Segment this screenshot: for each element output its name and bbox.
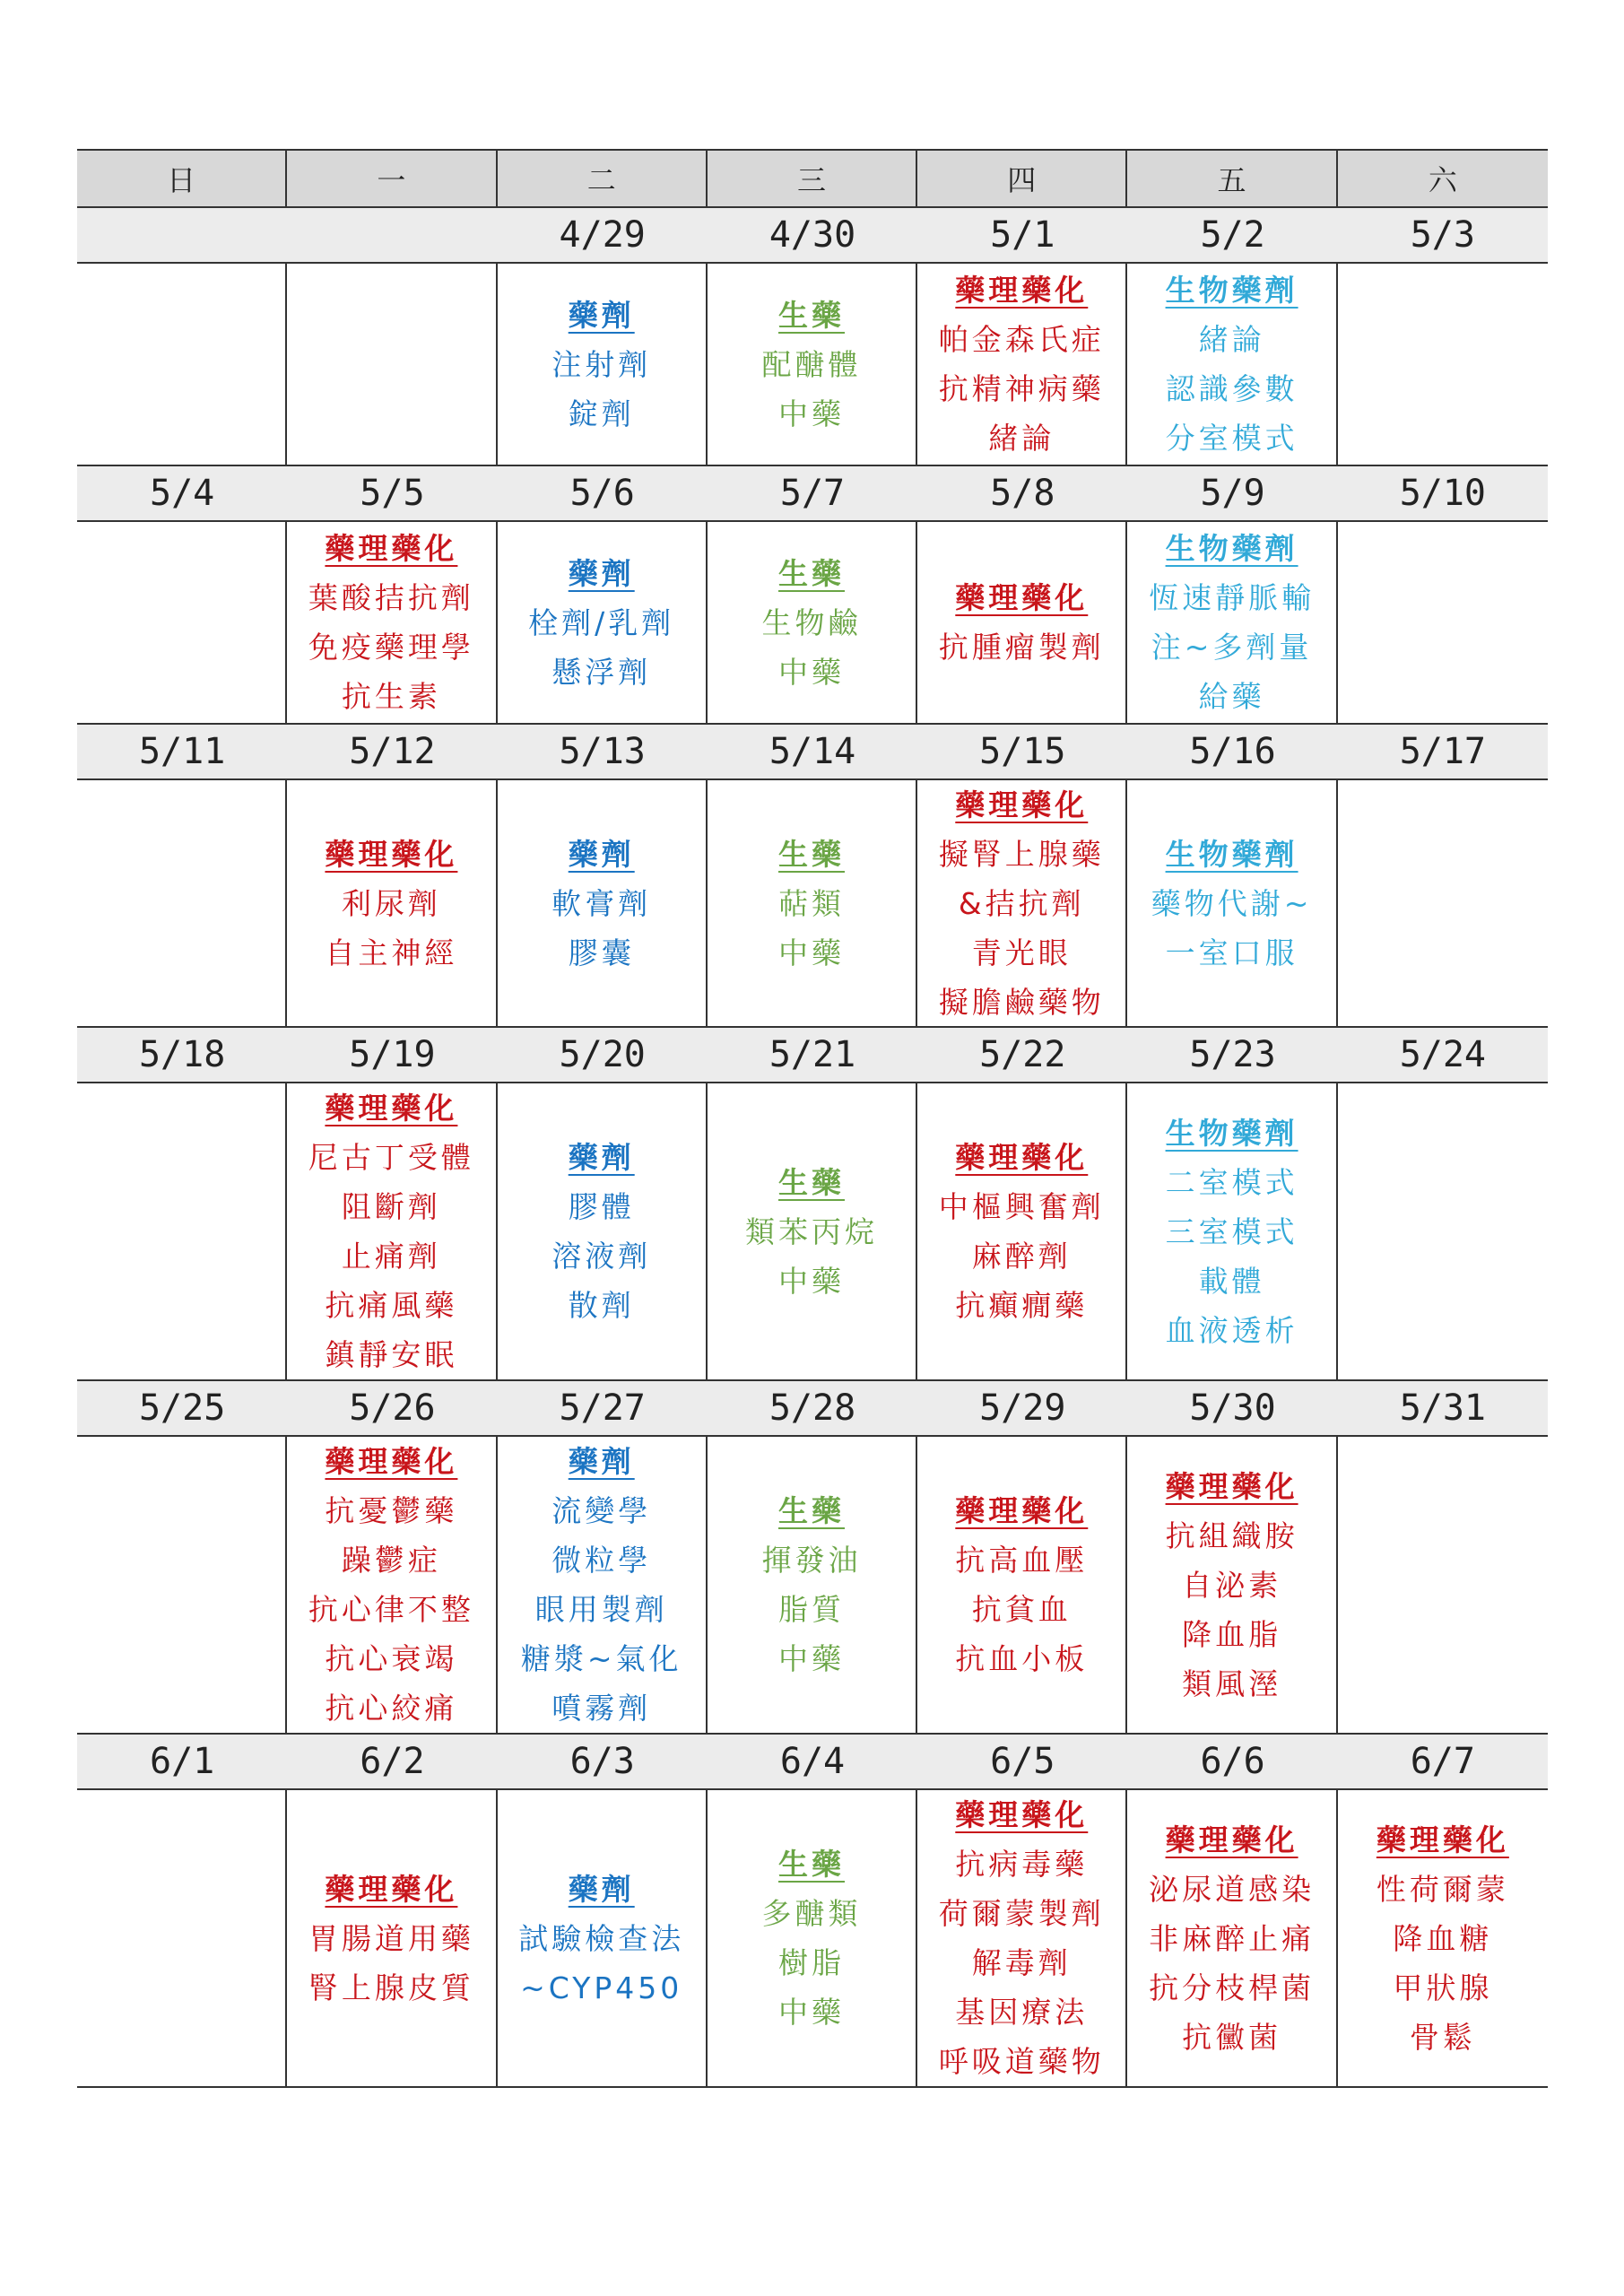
topic-item: 散劑 (568, 1288, 635, 1323)
date-label: 5/23 (1127, 1028, 1337, 1083)
topic-item: 揮發油 (761, 1543, 862, 1578)
topic-item: 認識參數 (1165, 371, 1298, 406)
date-label: 6/7 (1338, 1735, 1548, 1790)
topic-item: 免疫藥理學 (308, 630, 474, 665)
date-label: 5/24 (1338, 1028, 1548, 1083)
day-cell-sat (1338, 1083, 1548, 1381)
schedule-entry (761, 291, 861, 439)
schedule-entry (551, 1133, 651, 1330)
topic-item: 呼吸道藥物 (938, 2044, 1105, 2079)
topic-item: 抗腫瘤製劑 (938, 630, 1105, 665)
day-cell-tue (498, 1790, 708, 2086)
topic-item: 配醣體 (761, 346, 862, 382)
topic-item: 鎮靜安眠 (325, 1337, 458, 1372)
topic-item: 自泌素 (1182, 1567, 1282, 1603)
topic-item: 軟膏劑 (551, 885, 652, 921)
topic-item: 分室模式 (1165, 421, 1298, 456)
subject-title: 生物藥劑 (1165, 1115, 1298, 1151)
day-cell-sun (77, 522, 287, 725)
day-cell-wed (708, 1437, 917, 1735)
schedule-entry (939, 265, 1105, 463)
topic-item: 樹脂 (777, 1945, 845, 1980)
day-cell-mon (287, 1790, 497, 2086)
subject-title: 藥劑 (568, 1444, 635, 1479)
day-cell-mon (287, 780, 497, 1028)
date-label: 5/19 (287, 1028, 497, 1083)
subject-title: 藥理藥化 (955, 787, 1089, 822)
subject-title: 藥理藥化 (955, 1797, 1089, 1832)
day-cell-sun (77, 264, 287, 466)
date-label: 5/16 (1127, 725, 1337, 780)
date-label: 5/6 (498, 466, 708, 522)
subject-title: 藥理藥化 (1165, 1468, 1298, 1504)
topic-item: 藥物代謝~ (1151, 885, 1313, 921)
schedule-entry (308, 1437, 474, 1733)
topic-item: 基因療法 (955, 1995, 1089, 2030)
schedule-entry (551, 291, 651, 439)
subject-title: 藥理藥化 (1376, 1822, 1509, 1857)
schedule-entry (939, 1790, 1105, 2086)
topic-item: 止痛劑 (341, 1239, 441, 1274)
topic-item: 中藥 (777, 1995, 845, 2030)
topic-item: 糖漿~氣化 (520, 1641, 682, 1676)
date-label: 5/3 (1338, 208, 1548, 264)
topic-item: 抗憂鬱藥 (325, 1493, 458, 1528)
topic-item: 葉酸拮抗劑 (308, 580, 474, 615)
day-cell-thu (917, 522, 1127, 725)
day-cell-sun (77, 1790, 287, 2086)
topic-item: 泌尿道感染 (1149, 1871, 1316, 1907)
topic-item: 胃腸道用藥 (308, 1920, 474, 1956)
topic-item: 抗精神病藥 (938, 371, 1105, 406)
topic-item: 青光眼 (971, 935, 1072, 970)
day-cell-sat (1338, 264, 1548, 466)
schedule-entry (1149, 1815, 1315, 2062)
schedule-entry (939, 780, 1105, 1027)
topic-item: 脂質 (777, 1592, 845, 1627)
date-label: 6/3 (498, 1735, 708, 1790)
date-label: 5/11 (77, 725, 287, 780)
subject-title: 藥理藥化 (955, 1140, 1089, 1175)
schedule-entry (1166, 265, 1298, 463)
day-cell-sat (1338, 522, 1548, 725)
topic-item: 懸浮劑 (551, 654, 652, 690)
topic-item: 中藥 (777, 935, 845, 970)
weekday-header-thu: 四 (917, 151, 1127, 208)
subject-title: 藥理藥化 (1165, 1822, 1298, 1857)
topic-item: 多醣類 (761, 1896, 862, 1931)
schedule-entry (1376, 1815, 1509, 2062)
topic-item: 降血糖 (1393, 1920, 1493, 1956)
topic-item: 抗貧血 (971, 1592, 1072, 1627)
day-cell-mon (287, 522, 497, 725)
date-label: 5/5 (287, 466, 497, 522)
topic-item: 抗病毒藥 (955, 1847, 1089, 1882)
weekday-header-tue: 二 (498, 151, 708, 208)
topic-item: 注射劑 (551, 346, 652, 382)
topic-item: 流變學 (551, 1493, 652, 1528)
topic-item: 血液透析 (1165, 1312, 1298, 1348)
day-cell-fri (1127, 1790, 1337, 2086)
topic-item: 中藥 (777, 654, 845, 690)
day-cell-thu (917, 1083, 1127, 1381)
schedule-entry (761, 1486, 861, 1683)
subject-title: 藥理藥化 (325, 1091, 458, 1126)
schedule-entry (518, 1865, 684, 2013)
subject-title: 生藥 (777, 1493, 845, 1528)
topic-item: 中樞興奮劑 (938, 1189, 1105, 1224)
topic-item: 類風溼 (1182, 1665, 1282, 1701)
topic-item: 中藥 (777, 1263, 845, 1299)
subject-title: 藥理藥化 (325, 531, 458, 566)
date-label: 5/15 (917, 725, 1127, 780)
subject-title: 生物藥劑 (1165, 531, 1298, 566)
topic-item: 擬腎上腺藥 (938, 836, 1105, 872)
day-cell-sun (77, 1083, 287, 1381)
date-label: 5/22 (917, 1028, 1127, 1083)
subject-title: 藥理藥化 (955, 273, 1089, 308)
date-label: 6/4 (708, 1735, 917, 1790)
schedule-entry (778, 830, 845, 978)
date-label: 5/31 (1338, 1381, 1548, 1437)
topic-item: 載體 (1198, 1263, 1265, 1299)
topic-item: 抗生素 (341, 679, 441, 714)
day-cell-fri (1127, 264, 1337, 466)
subject-title: 藥理藥化 (955, 1493, 1089, 1528)
subject-title: 藥劑 (568, 1871, 635, 1907)
topic-item: 恆速靜脈輸 (1149, 580, 1316, 615)
topic-item: 試驗檢查法 (518, 1920, 685, 1956)
weekday-header-mon: 一 (287, 151, 497, 208)
topic-item: 抗黴菌 (1182, 2019, 1282, 2055)
topic-item: 尼古丁受體 (308, 1140, 474, 1175)
day-cell-sat (1338, 780, 1548, 1028)
topic-item: 腎上腺皮質 (308, 1970, 474, 2005)
topic-item: 噴霧劑 (551, 1691, 652, 1726)
topic-item: 抗痛風藥 (325, 1288, 458, 1323)
weekday-header-wed: 三 (708, 151, 917, 208)
date-label: 5/25 (77, 1381, 287, 1437)
date-label: 5/9 (1127, 466, 1337, 522)
day-cell-thu (917, 1790, 1127, 2086)
topic-item: 緒論 (1198, 322, 1265, 357)
date-label: 5/4 (77, 466, 287, 522)
topic-item: 抗心衰竭 (325, 1641, 458, 1676)
subject-title: 藥劑 (568, 555, 635, 591)
topic-item: 類苯丙烷 (744, 1213, 878, 1249)
topic-item: 麻醉劑 (971, 1239, 1072, 1274)
topic-item: 骨鬆 (1409, 2019, 1476, 2055)
topic-item: 利尿劑 (341, 885, 441, 921)
day-cell-wed (708, 264, 917, 466)
day-cell-mon (287, 1437, 497, 1735)
topic-item: 擬膽鹼藥物 (938, 984, 1105, 1020)
date-label: 5/1 (917, 208, 1127, 264)
topic-item: 錠劑 (568, 396, 635, 431)
day-cell-mon (287, 1083, 497, 1381)
subject-title: 藥理藥化 (325, 1871, 458, 1907)
subject-title: 生藥 (777, 555, 845, 591)
topic-item: &拮抗劑 (958, 885, 1085, 921)
topic-item: 中藥 (777, 1641, 845, 1676)
topic-item: 抗分枝桿菌 (1149, 1970, 1316, 2005)
date-label: 6/6 (1127, 1735, 1337, 1790)
topic-item: 性荷爾蒙 (1376, 1871, 1509, 1907)
day-cell-wed (708, 522, 917, 725)
schedule-entry (1166, 1462, 1298, 1709)
topic-item: 抗組織胺 (1165, 1518, 1298, 1553)
date-label: 4/29 (498, 208, 708, 264)
subject-title: 藥理藥化 (325, 1444, 458, 1479)
subject-title: 生物藥劑 (1165, 836, 1298, 872)
subject-title: 生藥 (777, 836, 845, 872)
day-cell-mon (287, 264, 497, 466)
subject-title: 藥劑 (568, 297, 635, 333)
day-cell-fri (1127, 1437, 1337, 1735)
subject-title: 藥劑 (568, 1140, 635, 1175)
topic-item: 眼用製劑 (534, 1592, 668, 1627)
topic-item: 帕金森氏症 (938, 322, 1105, 357)
schedule-entry (745, 1158, 878, 1306)
weekday-header-sun: 日 (77, 151, 287, 208)
date-label: 5/13 (498, 725, 708, 780)
schedule-entry (761, 1839, 861, 2037)
day-cell-sat (1338, 1790, 1548, 2086)
subject-title: 藥理藥化 (325, 836, 458, 872)
topic-item: 非麻醉止痛 (1149, 1920, 1316, 1956)
topic-item: ~CYP450 (520, 1970, 683, 2005)
day-cell-sat (1338, 1437, 1548, 1735)
schedule-entry (521, 1437, 682, 1733)
subject-title: 生藥 (777, 297, 845, 333)
day-cell-tue (498, 780, 708, 1028)
topic-item: 抗高血壓 (955, 1543, 1089, 1578)
subject-title: 生藥 (777, 1164, 845, 1200)
topic-item: 抗心絞痛 (325, 1691, 458, 1726)
weekday-header-sat: 六 (1338, 151, 1548, 208)
date-label: 5/18 (77, 1028, 287, 1083)
schedule-entry (308, 1083, 474, 1379)
subject-title: 生藥 (777, 1847, 845, 1882)
day-cell-wed (708, 1083, 917, 1381)
schedule-entry (939, 1133, 1105, 1330)
day-cell-tue (498, 1083, 708, 1381)
day-cell-wed (708, 780, 917, 1028)
day-cell-thu (917, 780, 1127, 1028)
topic-item: 荷爾蒙製劑 (938, 1896, 1105, 1931)
topic-item: 注~多劑量 (1151, 630, 1313, 665)
date-label: 4/30 (708, 208, 917, 264)
topic-item: 微粒學 (551, 1543, 652, 1578)
date-label (77, 208, 287, 264)
weekday-header-fri: 五 (1127, 151, 1337, 208)
topic-item: 躁鬱症 (341, 1543, 441, 1578)
topic-item: 萜類 (777, 885, 845, 921)
topic-item: 膠囊 (568, 935, 635, 970)
date-label: 5/2 (1127, 208, 1337, 264)
schedule-entry (955, 1486, 1088, 1683)
date-label: 5/12 (287, 725, 497, 780)
date-label: 5/7 (708, 466, 917, 522)
day-cell-wed (708, 1790, 917, 2086)
topic-item: 抗血小板 (955, 1641, 1089, 1676)
date-label: 5/14 (708, 725, 917, 780)
schedule-entry (551, 830, 651, 978)
day-cell-sun (77, 1437, 287, 1735)
topic-item: 一室口服 (1165, 935, 1298, 970)
date-label: 5/26 (287, 1381, 497, 1437)
day-cell-tue (498, 1437, 708, 1735)
schedule-entry (939, 573, 1105, 672)
schedule-entry (308, 524, 474, 721)
subject-title: 藥理藥化 (955, 580, 1089, 615)
day-cell-fri (1127, 522, 1337, 725)
topic-item: 三室模式 (1165, 1213, 1298, 1249)
date-label: 6/5 (917, 1735, 1127, 1790)
topic-item: 解毒劑 (971, 1945, 1072, 1980)
day-cell-thu (917, 264, 1127, 466)
schedule-entry (1151, 830, 1313, 978)
day-cell-fri (1127, 780, 1337, 1028)
date-label: 6/2 (287, 1735, 497, 1790)
date-label: 5/27 (498, 1381, 708, 1437)
date-label: 5/20 (498, 1028, 708, 1083)
schedule-entry (528, 549, 674, 697)
topic-item: 抗癲癇藥 (955, 1288, 1089, 1323)
date-label: 5/10 (1338, 466, 1548, 522)
topic-item: 給藥 (1198, 679, 1265, 714)
date-label: 6/1 (77, 1735, 287, 1790)
topic-item: 降血脂 (1182, 1616, 1282, 1652)
schedule-entry (1149, 524, 1315, 721)
topic-item: 抗心律不整 (308, 1592, 474, 1627)
day-cell-tue (498, 264, 708, 466)
topic-item: 溶液劑 (551, 1239, 652, 1274)
day-cell-sun (77, 780, 287, 1028)
date-label: 5/8 (917, 466, 1127, 522)
schedule-entry (1166, 1109, 1298, 1355)
topic-item: 自主神經 (325, 935, 458, 970)
date-label: 5/28 (708, 1381, 917, 1437)
date-label: 5/17 (1338, 725, 1548, 780)
subject-title: 生物藥劑 (1165, 273, 1298, 308)
date-label: 5/29 (917, 1381, 1127, 1437)
subject-title: 藥劑 (568, 836, 635, 872)
calendar-table (77, 149, 1548, 2088)
day-cell-thu (917, 1437, 1127, 1735)
day-cell-tue (498, 522, 708, 725)
date-label (287, 208, 497, 264)
topic-item: 二室模式 (1165, 1164, 1298, 1200)
topic-item: 阻斷劑 (341, 1189, 441, 1224)
schedule-entry (308, 1865, 474, 2013)
topic-item: 生物鹼 (761, 604, 862, 640)
topic-item: 緒論 (988, 421, 1055, 456)
date-label: 5/21 (708, 1028, 917, 1083)
schedule-entry (325, 830, 457, 978)
topic-item: 栓劑/乳劑 (528, 604, 675, 640)
schedule-entry (761, 549, 861, 697)
topic-item: 中藥 (777, 396, 845, 431)
topic-item: 膠體 (568, 1189, 635, 1224)
day-cell-fri (1127, 1083, 1337, 1381)
date-label: 5/30 (1127, 1381, 1337, 1437)
topic-item: 甲狀腺 (1393, 1970, 1493, 2005)
